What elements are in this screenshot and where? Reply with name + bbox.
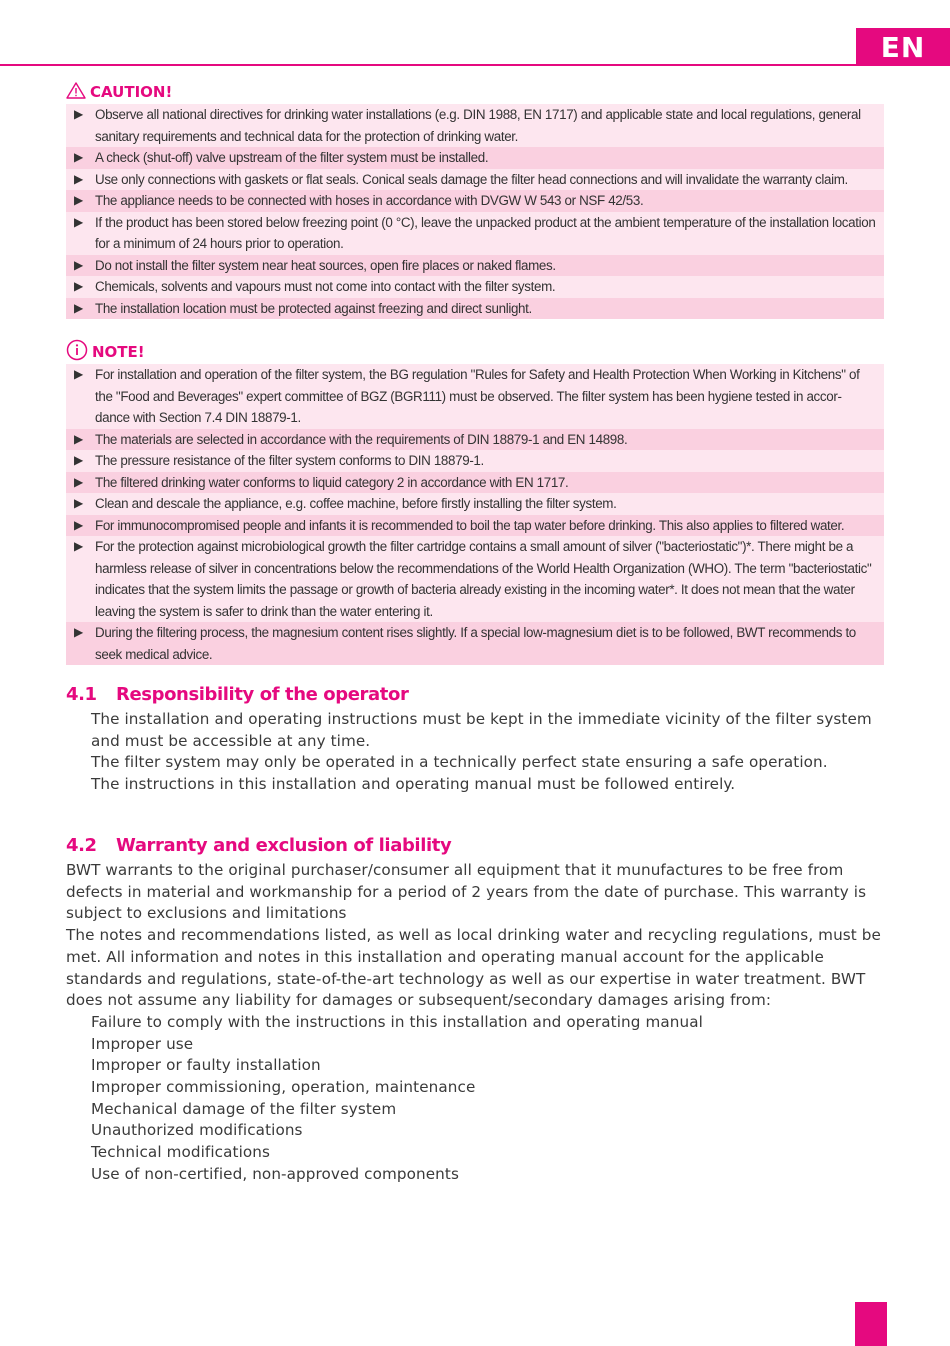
section-4-2-heading <box>66 835 451 856</box>
section-number: 4.2 <box>66 835 97 856</box>
arrow-right-icon: ▶ <box>74 539 83 553</box>
arrow-right-icon: ▶ <box>74 496 83 510</box>
caution-title: CAUTION! <box>90 83 173 101</box>
list-item: ▶ The installation location must be protected against freezing and direct sunlight. <box>66 298 884 320</box>
caution-box <box>66 80 884 319</box>
list-item: ▶ During the filtering process, the magnesium content rises slightly. If a special low-magnesium diet is to be followed, BWT recommends to seek medical advice. <box>66 622 884 665</box>
section-title: Responsibility of the operator <box>116 684 409 705</box>
paragraph: The filter system may only be operated in a technically perfect state ensuring a safe operation. <box>91 753 828 772</box>
caution-heading <box>66 80 884 104</box>
liability-list <box>66 1012 884 1186</box>
section-4-1-heading <box>66 684 408 705</box>
header-rule <box>0 64 950 66</box>
arrow-right-icon: ▶ <box>74 367 83 381</box>
paragraph: The installation and operating instructions must be kept in the immediate vicinity of the filter system and must be accessible at any time. <box>91 710 872 750</box>
list-item: ▶ Chemicals, solvents and vapours must not come into contact with the filter system. <box>66 276 884 298</box>
list-item: ▶ A check (shut-off) valve upstream of the filter system must be installed. <box>66 147 884 169</box>
page-number-tab <box>855 1302 887 1346</box>
list-item: ▶ Use only connections with gaskets or flat seals. Conical seals damage the filter head connections and will invalidate the warranty claim. <box>66 169 884 191</box>
list-item: Improper or faulty installation <box>91 1056 321 1075</box>
arrow-right-icon: ▶ <box>74 107 83 121</box>
note-title: NOTE! <box>92 343 145 361</box>
arrow-right-icon: ▶ <box>74 279 83 293</box>
caution-list <box>66 104 884 319</box>
list-item: Technical modifications <box>91 1143 271 1162</box>
info-circle-icon <box>66 339 88 365</box>
list-item: ▶ The materials are selected in accordance with the requirements of DIN 18879-1 and EN 14898. <box>66 429 884 451</box>
list-item: ▶ Observe all national directives for drinking water installations (e.g. DIN 1988, EN 1717) and applicable state and local regulations, general sanitary requirements and technical data for the protection of drinking water. <box>66 104 884 147</box>
section-4-1-body <box>91 709 881 796</box>
paragraph: BWT warrants to the original purchaser/consumer all equipment that it munufactures to be free from defects in material and workmanship for a period of 2 years from the date of purchase. This warranty is subject to exclusions and limitations <box>66 861 867 923</box>
list-item: ▶ For installation and operation of the filter system, the BG regulation "Rules for Safety and Health Protection When Working in Kitchens" of the "Food and Beverages" expert committee of BGZ (BGR111) must be observed. The filter system has been hygiene tested in accor-dance with Section 7.4 DIN 18879-1. <box>66 364 884 429</box>
section-4-2-body <box>66 860 884 1186</box>
section-number: 4.1 <box>66 684 97 705</box>
list-item: ▶ If the product has been stored below freezing point (0 °C), leave the unpacked product at the ambient temperature of the installation location for a minimum of 24 hours prior to operation. <box>66 212 884 255</box>
note-list <box>66 364 884 665</box>
arrow-right-icon: ▶ <box>74 257 83 272</box>
paragraph: The instructions in this installation and operating manual must be followed entirely. <box>91 775 736 794</box>
list-item: ▶ The pressure resistance of the filter system conforms to DIN 18879-1. <box>66 450 884 472</box>
list-item: Failure to comply with the instructions in this installation and operating manual <box>91 1012 703 1031</box>
arrow-right-icon: ▶ <box>74 625 83 639</box>
arrow-right-icon: ▶ <box>74 453 83 467</box>
list-item: Improper use <box>91 1034 194 1053</box>
section-title: Warranty and exclusion of liability <box>116 835 452 856</box>
list-item: ▶ The filtered drinking water conforms to liquid category 2 in accordance with EN 1717. <box>66 472 884 494</box>
list-item: Use of non-certified, non-approved components <box>91 1164 459 1183</box>
list-item: Unauthorized modifications <box>91 1121 303 1140</box>
list-item: ▶ Do not install the filter system near heat sources, open fire places or naked flames. <box>66 255 884 277</box>
arrow-right-icon: ▶ <box>74 300 83 315</box>
list-item: Mechanical damage of the filter system <box>91 1099 397 1118</box>
arrow-right-icon: ▶ <box>74 431 83 446</box>
note-box <box>66 340 884 665</box>
note-heading <box>66 340 884 364</box>
arrow-right-icon: ▶ <box>74 193 83 207</box>
paragraph: The notes and recommendations listed, as well as local drinking water and recycling regulations, must be met. All information and notes in this installation and operating manual account for the applicable standards and regulations, state-of-the-art technology as well as our expertise in water treatment. BWT does not assume any liability for damages or subsequent/secondary damages arising from: <box>66 926 881 1010</box>
list-item: ▶ The appliance needs to be connected with hoses in accordance with DVGW W 543 or NSF 42/53. <box>66 190 884 212</box>
list-item: ▶ Clean and descale the appliance, e.g. coffee machine, before firstly installing the filter system. <box>66 493 884 515</box>
list-item: ▶ For the protection against microbiological growth the filter cartridge contains a small amount of silver ("bacteriostatic")*. There might be a harmless release of silver in concentrations below the recommendations of the World Health Organization (WHO). The term "bacteriostatic" indicates that the system limits the passage or growth of bacteria already existing in the incoming water*. It does not mean that the water leaving the system is safer to drink than the water entering it. <box>66 536 884 622</box>
list-item: ▶ For immunocompromised people and infants it is recommended to boil the tap water before drinking. This also applies to filtered water. <box>66 515 884 537</box>
warning-triangle-icon <box>66 82 86 103</box>
arrow-right-icon: ▶ <box>74 150 83 164</box>
language-tab: EN <box>856 28 950 66</box>
arrow-right-icon: ▶ <box>74 214 83 229</box>
arrow-right-icon: ▶ <box>74 474 83 489</box>
arrow-right-icon: ▶ <box>74 517 83 532</box>
arrow-right-icon: ▶ <box>74 171 83 186</box>
list-item: Improper commissioning, operation, maintenance <box>91 1078 476 1097</box>
